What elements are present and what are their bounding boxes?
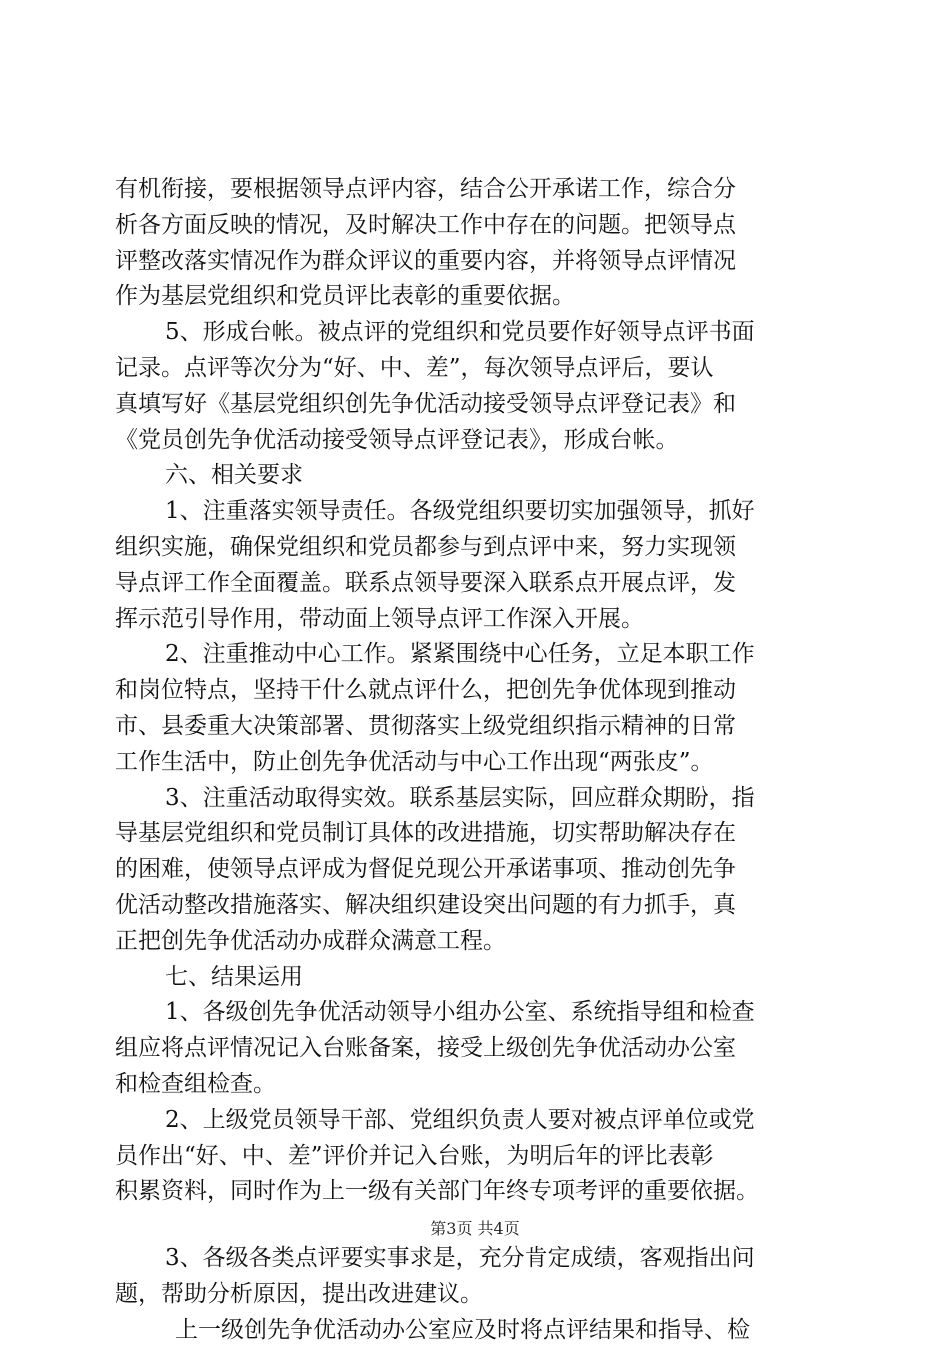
page-footer: [0, 1218, 950, 1240]
text-line: 员作出“好、中、差”评价并记入台账，为明后年的评比表彰: [115, 1142, 714, 1169]
text-line: 积累资料，同时作为上一级有关部门年终专项考评的重要依据。: [115, 1178, 759, 1205]
text-line: 导点评工作全面覆盖。联系点领导要深入联系点开展点评，发: [115, 569, 736, 596]
text-line: 真填写好《基层党组织创先争优活动接受领导点评登记表》和: [115, 390, 736, 417]
text-line: 2、上级党员领导干部、党组织负责人要对被点评单位或党: [165, 1106, 755, 1133]
text-line: 有机衔接，要根据领导点评内容，结合公开承诺工作，综合分: [115, 176, 736, 202]
text-line: 挥示范引导作用，带动面上领导点评工作深入开展。: [115, 605, 644, 632]
text-line: 市、县委重大决策部署、贯彻落实上级党组织指示精神的日常: [115, 712, 736, 739]
text-line: 导基层党组织和党员制订具体的改进措施，切实帮助解决存在: [115, 820, 736, 847]
text-line: 1、注重落实领导责任。各级党组织要切实加强领导，抓好: [165, 498, 755, 525]
text-line: 3、注重活动取得实效。联系基层实际，回应群众期盼，指: [165, 784, 755, 811]
text-line: 评整改落实情况作为群众评议的重要内容，并将领导点评情况: [115, 247, 736, 274]
text-line: 的困难，使领导点评成为督促兑现公开承诺事项、推动创先争: [115, 856, 736, 883]
text-line: 组应将点评情况记入台账备案，接受上级创先争优活动办公室: [115, 1035, 736, 1062]
text-line: 《党员创先争优活动接受领导点评登记表》，形成台帐。: [115, 426, 679, 453]
text-line: 记录。点评等次分为“好、中、差”，每次领导点评后，要认: [115, 354, 714, 381]
text-line: 1、各级创先争优活动领导小组办公室、系统指导组和检查: [165, 999, 755, 1026]
text-line: 2、注重推动中心工作。紧紧围绕中心任务，立足本职工作: [165, 641, 755, 668]
section-heading: 六、相关要求: [165, 462, 303, 489]
text-line: 工作生活中，防止创先争优活动与中心工作出现“两张皮”。: [115, 748, 714, 775]
text-line: 组织实施，确保党组织和党员都参与到点评中来，努力实现领: [115, 533, 736, 560]
text-line: 析各方面反映的情况，及时解决工作中存在的问题。把领导点: [115, 211, 736, 238]
document-body: [115, 172, 845, 1349]
text-line: 正把创先争优活动办成群众满意工程。: [115, 927, 506, 954]
text-line: 上一级创先争优活动办公室应及时将点评结果和指导、检: [175, 1316, 750, 1343]
text-line: 3、各级各类点评要实事求是，充分肯定成绩，客观指出问: [165, 1245, 755, 1272]
text-line: 作为基层党组织和党员评比表彰的重要依据。: [115, 283, 575, 310]
page-number: 第3页 共4页: [430, 1219, 520, 1238]
section-heading: 七、结果运用: [165, 963, 303, 990]
text-line: 题，帮助分析原因，提出改进建议。: [115, 1280, 483, 1307]
text-line: 和岗位特点，坚持干什么就点评什么，把创先争优体现到推动: [115, 677, 736, 704]
text-line: 和检查组检查。: [115, 1070, 276, 1097]
text-line: 5、形成台帐。被点评的党组织和党员要作好领导点评书面: [165, 319, 755, 346]
text-line: 优活动整改措施落实、解决组织建设突出问题的有力抓手，真: [115, 891, 736, 918]
